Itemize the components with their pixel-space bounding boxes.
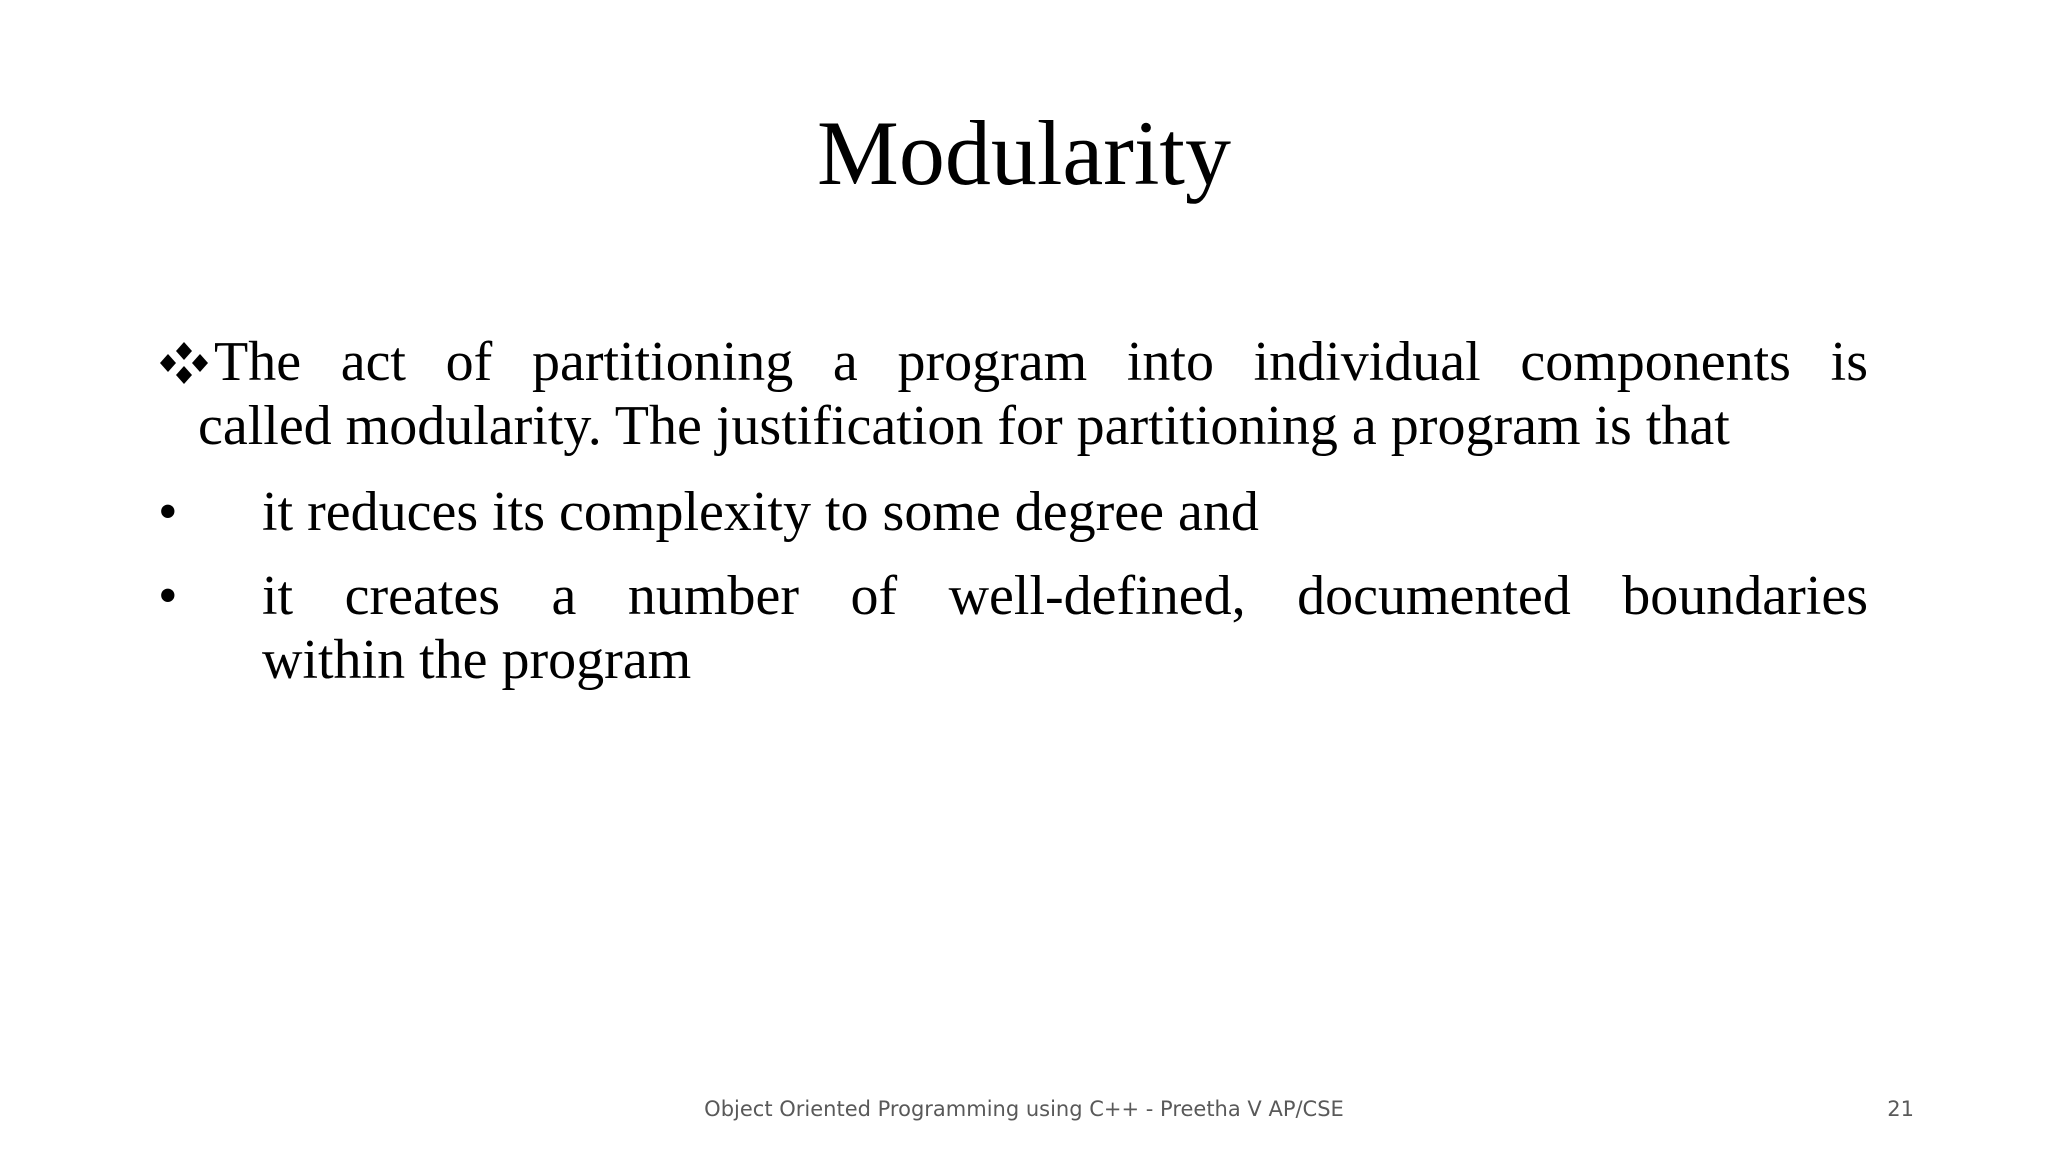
slide-footer: Object Oriented Programming using C++ - Preetha V AP/CSE: [704, 1097, 1344, 1121]
bullet-text: it reduces its complexity to some degree and: [262, 481, 1259, 543]
bullet-marker: •: [158, 481, 178, 543]
slide-title: Modularity: [817, 102, 1231, 204]
lead-line-1: The act of partitioning a program into individual components is: [214, 331, 1868, 393]
four-diamond-bullet-icon: [158, 340, 210, 386]
bullet-item: [158, 564, 1868, 692]
slide-body: [158, 330, 1868, 692]
bullet-item: [158, 480, 1868, 544]
bullet-text: it creates a number of well-defined, documented boundaries: [262, 565, 1868, 627]
slide-page-number: 21: [1887, 1097, 1914, 1121]
lead-paragraph: [158, 330, 1868, 458]
bullet-marker: •: [158, 565, 178, 627]
bullet-text-continued: within the program: [262, 629, 692, 691]
lead-line-2: called modularity. The justification for partitioning a program is that: [198, 395, 1730, 457]
